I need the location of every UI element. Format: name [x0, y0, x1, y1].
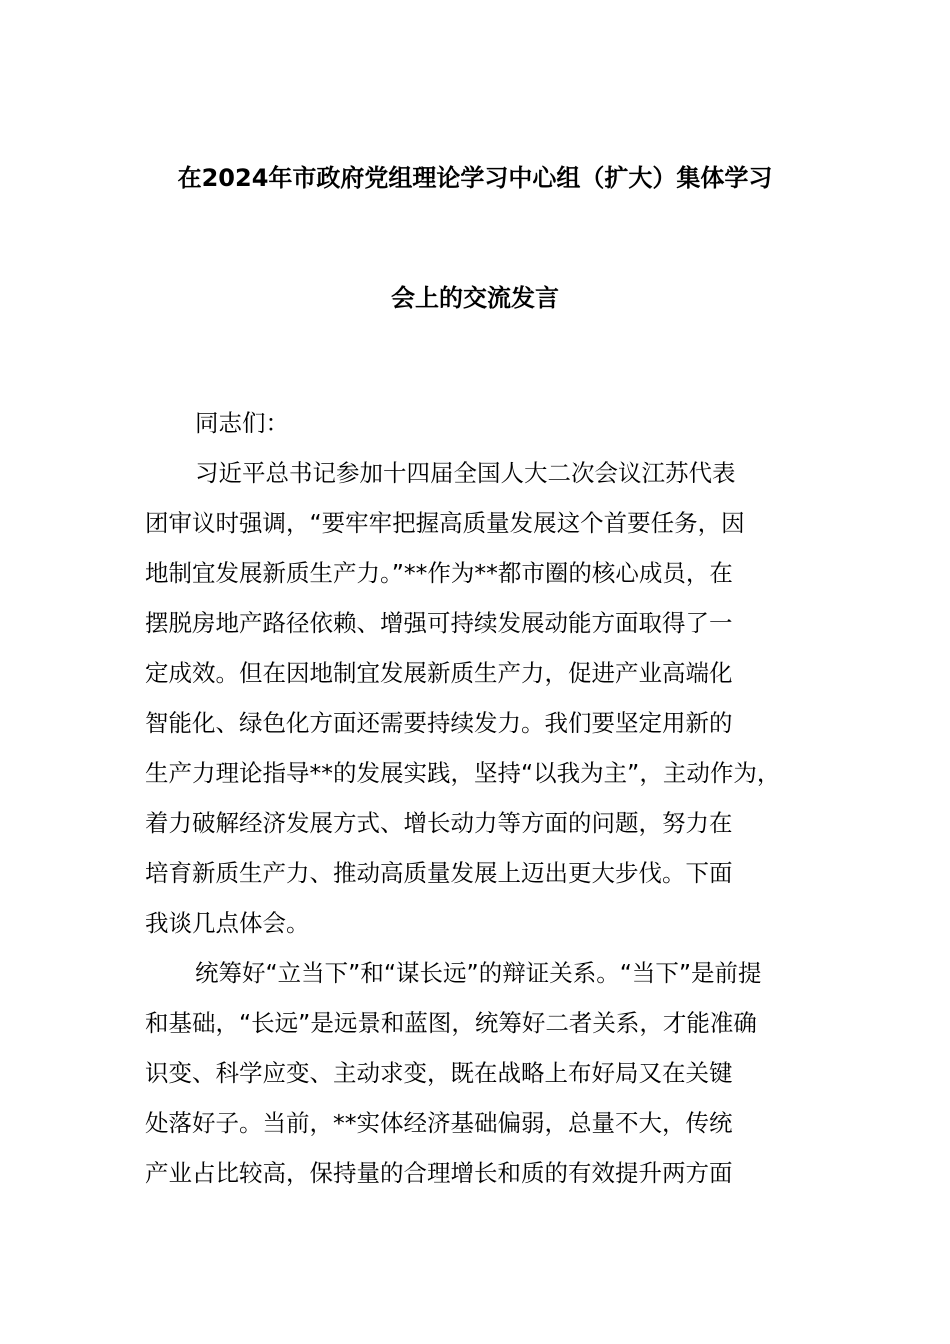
paragraph-line: 我谈几点体会。: [145, 909, 310, 937]
paragraph-line: 统筹好“立当下”和“谋长远”的辩证关系。“当下”是前提: [195, 959, 762, 987]
paragraph-line: 团审议时强调，“要牢牢把握高质量发展这个首要任务，因: [145, 509, 745, 537]
paragraph-line: 培育新质生产力、推动高质量发展上迈出更大步伐。下面: [145, 859, 733, 887]
paragraph-line: 产业占比较高，保持量的合理增长和质的有效提升两方面: [145, 1159, 733, 1187]
paragraph-line: 和基础，“长远”是远景和蓝图，统筹好二者关系，才能准确: [145, 1009, 757, 1037]
document-title-line-1: 在2024年市政府党组理论学习中心组（扩大）集体学习: [177, 164, 773, 192]
paragraph-line: 习近平总书记参加十四届全国人大二次会议江苏代表: [195, 459, 736, 487]
salutation: 同志们：: [195, 409, 289, 437]
paragraph-line: 智能化、绿色化方面还需要持续发力。我们要坚定用新的: [145, 709, 733, 737]
paragraph-line: 地制宜发展新质生产力。”**作为**都市圈的核心成员，在: [145, 559, 733, 587]
paragraph-line: 识变、科学应变、主动求变，既在战略上布好局又在关键: [145, 1059, 733, 1087]
document-title-line-2: 会上的交流发言: [391, 284, 559, 312]
paragraph-line: 着力破解经济发展方式、增长动力等方面的问题，努力在: [145, 809, 733, 837]
paragraph-line: 摆脱房地产路径依赖、增强可持续发展动能方面取得了一: [145, 609, 733, 637]
paragraph-line: 定成效。但在因地制宜发展新质生产力，促进产业高端化: [145, 659, 733, 687]
paragraph-line: 处落好子。当前，**实体经济基础偏弱，总量不大，传统: [145, 1109, 733, 1137]
paragraph-line: 生产力理论指导**的发展实践，坚持“以我为主”，主动作为，: [145, 759, 781, 787]
